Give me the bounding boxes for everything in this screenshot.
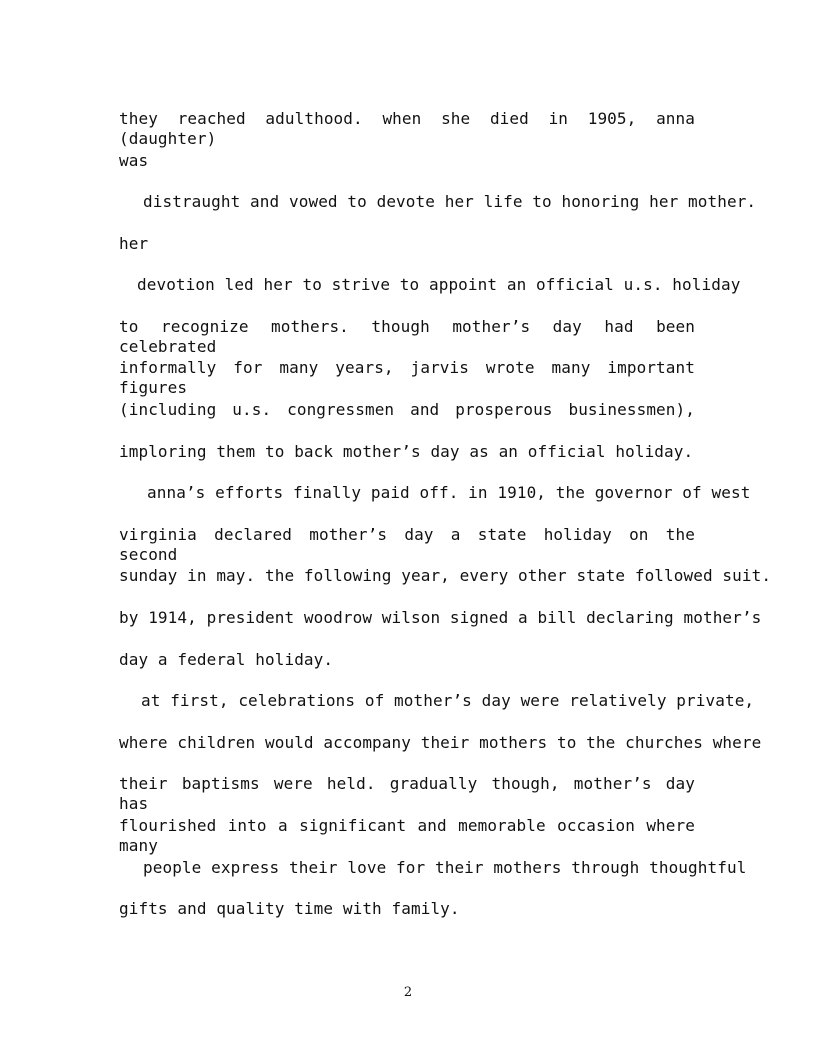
text-line: imploring them to back mother’s day as an official holiday. <box>119 442 694 461</box>
text-line: flourished into a significant and memorable occasion where many <box>119 816 695 855</box>
text-line: (including u.s. congressmen and prosperous businessmen), <box>119 400 695 419</box>
text-line: day a federal holiday. <box>119 650 334 669</box>
text-line: gifts and quality time with family. <box>119 899 460 918</box>
text-line: they reached adulthood. when she died in 1905, anna (daughter) <box>119 109 695 148</box>
text-line: her <box>119 234 149 253</box>
text-line: at first, celebrations of mother’s day were relatively private, <box>141 691 755 710</box>
text-line: informally for many years, jarvis wrote many important figures <box>119 358 695 397</box>
text-line: anna’s efforts finally paid off. in 1910, the governor of west <box>147 483 751 502</box>
text-line: their baptisms were held. gradually though, mother’s day has <box>119 774 695 813</box>
text-line: people express their love for their mothers through thoughtful <box>143 858 747 877</box>
page-number: 2 <box>403 985 413 1000</box>
text-line: sunday in may. the following year, every other state followed suit. <box>119 566 772 585</box>
text-line: to recognize mothers. though mother’s day had been celebrated <box>119 317 695 356</box>
text-line: virginia declared mother’s day a state holiday on the second <box>119 525 695 564</box>
text-line: by 1914, president woodrow wilson signed a bill declaring mother’s <box>119 608 762 627</box>
text-line: distraught and vowed to devote her life to honoring her mother. <box>143 192 757 211</box>
text-line: was <box>119 151 149 170</box>
text-line: devotion led her to strive to appoint an official u.s. holiday <box>137 275 741 294</box>
text-line: where children would accompany their mothers to the churches where <box>119 733 762 752</box>
